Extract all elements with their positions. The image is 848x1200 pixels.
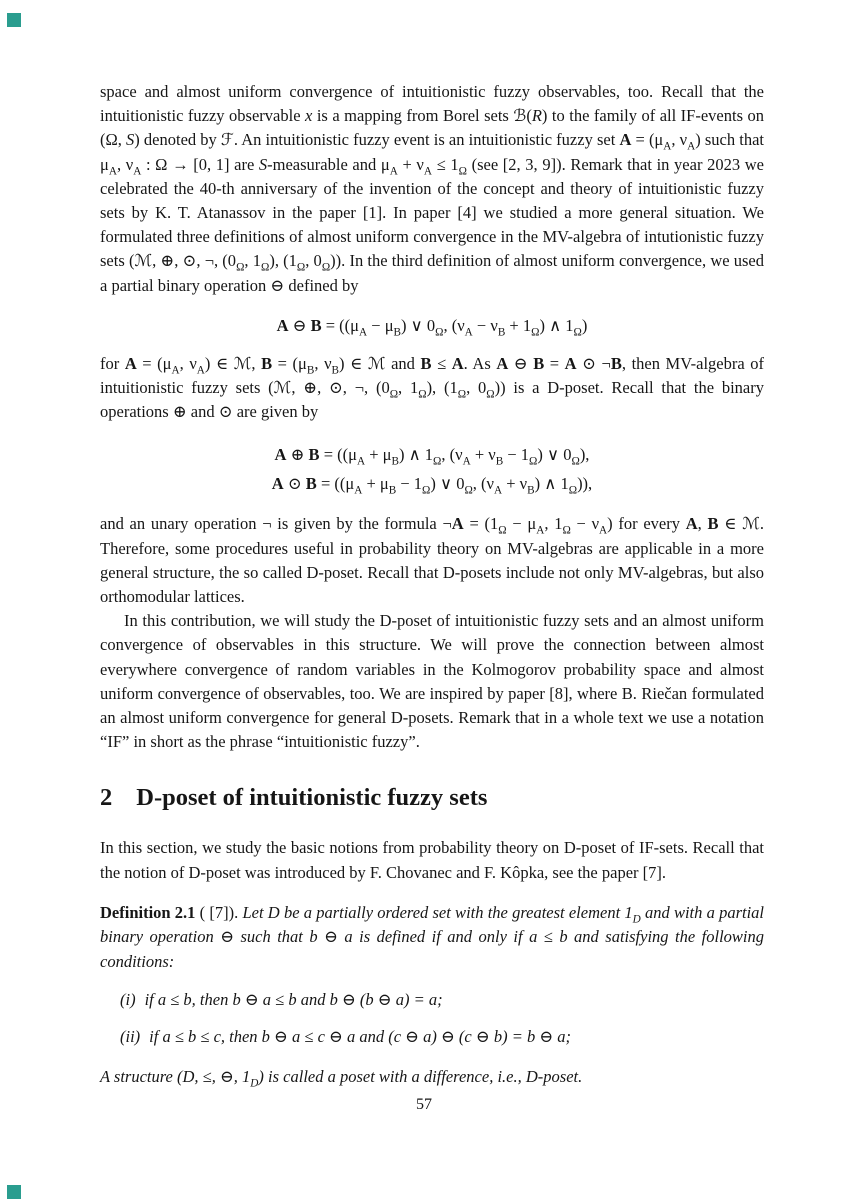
paragraph-negation: and an unary operation ¬ is given by the formula ¬A = ($1_\Omega - \mu_A$, $1_\Omega - \nu_A$) for every A, B ∈ ℳ. Therefore, some procedures useful in probability theory on MV-algebras are applicable in a more general structure, the so called D-poset. Recall that D-posets include not only MV-algebras, but also orthomodular lattices.: [100, 514, 765, 607]
text-column: [100, 80, 764, 1089]
paragraph-dposet: for $A = (\mu_A$, $\nu_A$) ∈ ℳ, $B = (\mu_B$, $\nu_B$) ∈ ℳ and B ≤ A. As A ⊖ B = A ⊙ ¬B, then MV-algebra of intuitionistic fuzzy sets (ℳ, ⊕, ⊙, ¬, ($0_\Omega$, $1_\Omega$), ($1_\Omega$, $0_\Omega$)) is a D-poset. Recall that the binary operations ⊕ and ⊙ are given by: [100, 353, 764, 422]
definition-closing: A structure (D, ≤, ⊖, $1_D$) is called a poset with a difference, i.e., D-poset.: [100, 1066, 583, 1090]
condition-text-ii: if a ≤ b ≤ c, then b ⊖ a ≤ c ⊖ a and (c ⊖ a) ⊖ (c ⊖ b) = b ⊖ a;: [149, 1027, 572, 1047]
paragraph-intro: space and almost uniform convergence of intuitionistic fuzzy observables, too. Recall that the intuitionistic fuzzy observable x is a mapping from Borel sets ℬ(R) to the family of all IF-events on (Ω, S) denoted by ℱ. An intuitionistic fuzzy event is an intuitionistic fuzzy set $A = (\mu_A$, $\nu_A$) such that $\mu_A$, $\nu_A$ : Ω → [0, 1] are S-measurable and $\mu_A + \nu_A \le 1_\Omega$ (see [2, 3, 9]). Remark that in year 2023 we celebrated the 40-th anniversary of the invention of the concept and theory of intuitionistic fuzzy sets by K. T. Atanassov in the paper [1]. In paper [4] we studied a more general situation. We formulated three definitions of almost uniform convergence in the MV-algebra of intutionistic fuzzy sets (ℳ, ⊕, ⊙, ¬, ($0_\Omega$, $1_\Omega$), ($1_\Omega$, $0_\Omega$)). In the third definition of almost uniform convergence, we used a partial binary operation ⊖ defined by: [100, 82, 765, 295]
definition-2-1: [100, 901, 764, 975]
condition-item-ii: [100, 1025, 764, 1050]
display-equation-plus-times: [100, 440, 764, 498]
section-heading: [100, 784, 764, 812]
paragraph-contribution: In this contribution, we will study the D-poset of intuitionistic fuzzy sets and an almost uniform convergence of observables in this structure. We will prove the connection between almost everywhere convergence of random variables in the Kolmogorov probability space and almost uniform convergence of observables, too. We are inspired by paper [8], where B. Riečan formulated an almost uniform convergence for general D-posets. Remark that in a whole text we use a notation “IF” in short as the phrase “intuitionistic fuzzy”.: [100, 611, 764, 752]
corner-marker-top: [7, 13, 21, 27]
section-number: 2: [100, 784, 113, 812]
condition-label-i: (i): [120, 989, 136, 1009]
condition-text-i: if a ≤ b, then b ⊖ a ≤ b and b ⊖ (b ⊖ a) = a;: [144, 989, 443, 1009]
equation-odot: A ⊙ $B = ((\mu_A + \mu_B - 1_\Omega)$ ∨ $0_\Omega$, $(\nu_A + \nu_B)$ ∧ $1_\Omega$)),: [271, 474, 593, 497]
corner-marker-bottom: [7, 1185, 21, 1199]
paragraph-section-intro: In this section, we study the basic notions from probability theory on D-poset of IF-sets. Recall that the notion of D-poset was introduced by F. Chovanec and F. Kôpka, see the paper [7].: [100, 838, 764, 882]
definition-label: Definition 2.1: [100, 902, 196, 922]
section-title: D-poset of intuitionistic fuzzy sets: [136, 784, 488, 812]
display-equation-minus: A ⊖ $B = ((\mu_A - \mu_B)$ ∨ $0_\Omega$, $(\nu_A - \nu_B + 1_\Omega)$ ∧ $1_\Omega$): [276, 315, 588, 339]
equation-oplus: A ⊕ $B = ((\mu_A + \mu_B)$ ∧ $1_\Omega$, $(\nu_A + \nu_B - 1_\Omega)$ ∨ $0_\Omega$),: [274, 445, 590, 468]
definition-body: Let D be a partially ordered set with the greatest element $1_D$ and with a partial binary operation ⊖ such that b ⊖ a is defined if and only if a ≤ b and satisfying the following conditions:: [100, 902, 764, 972]
condition-item-i: [100, 988, 764, 1013]
condition-label-ii: (ii): [120, 1027, 141, 1047]
page-number: 57: [416, 1096, 432, 1113]
definition-reference: ( [7]).: [199, 902, 239, 922]
